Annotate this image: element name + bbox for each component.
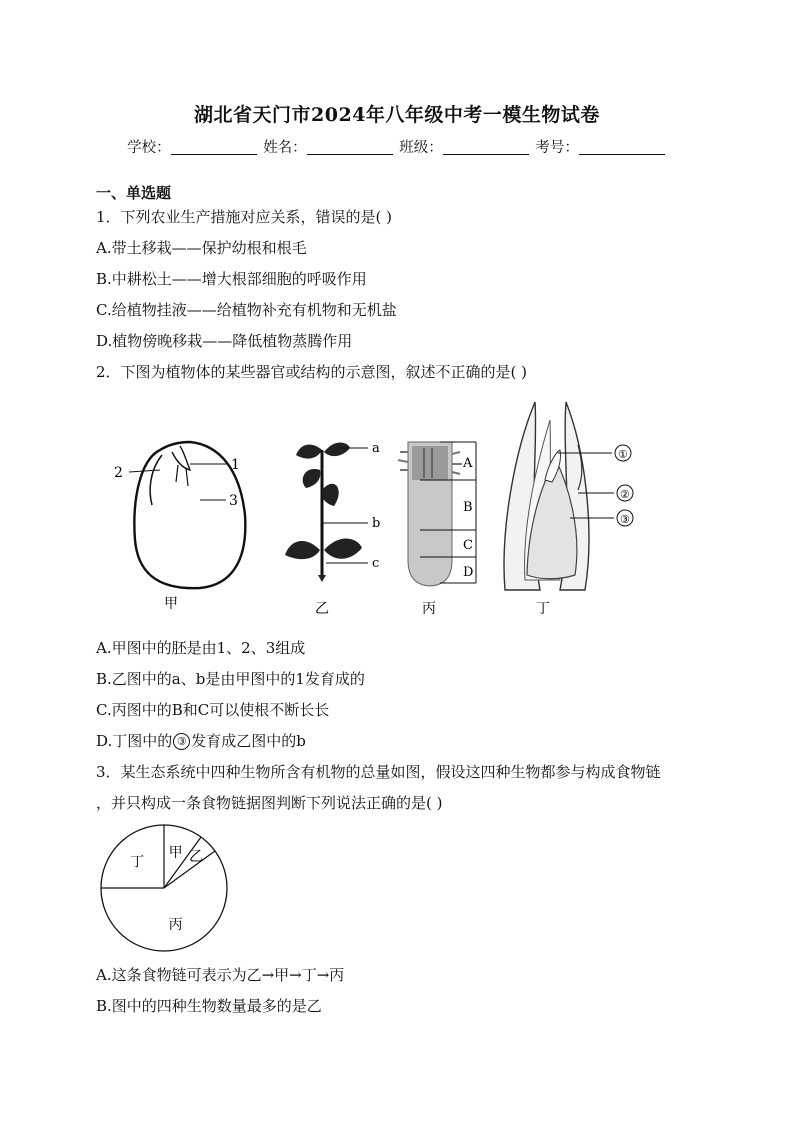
seed-diagram	[114, 442, 245, 612]
root-caption: 丙	[422, 601, 436, 617]
bud-caption: 丁	[536, 601, 550, 617]
q3-option-a: A.这条食物链可表示为乙→甲→丁→丙	[96, 966, 345, 984]
bud-label-2: ②	[620, 488, 630, 501]
q3-stem-line1: 3．某生态系统中四种生物所含有机物的总量如图，假设这四种生物都参与构成食物链	[96, 763, 661, 781]
bud-diagram	[504, 402, 633, 617]
q1-option-d: D.植物傍晚移栽——降低植物蒸腾作用	[96, 332, 353, 350]
seedling-label-a: a	[372, 441, 380, 456]
seedling-caption: 乙	[315, 601, 329, 617]
section-title: 一、单选题	[96, 184, 172, 202]
root-label-c: C	[463, 538, 473, 553]
bud-label-3: ③	[620, 513, 630, 526]
seedling-diagram	[285, 441, 380, 617]
pie-label-3: 丙	[168, 916, 183, 933]
name-label: 姓名：	[263, 140, 307, 156]
name-blank[interactable]	[307, 140, 393, 155]
q3-stem-line2: ，并只构成一条食物链据图判断下列说法正确的是( )	[96, 794, 443, 812]
root-label-b: B	[463, 500, 473, 515]
q1-stem: 1．下列农业生产措施对应关系，错误的是( )	[96, 208, 393, 226]
pie-label-4: 丁	[130, 854, 145, 871]
q2-option-c: C.丙图中的B和C可以使根不断长长	[96, 701, 330, 719]
q2-option-d-mark: ③	[173, 733, 190, 750]
seed-label-1: 1	[231, 457, 240, 473]
seedling-label-c: c	[372, 556, 380, 571]
q1-option-a: A.带土移栽——保护幼根和根毛	[96, 239, 307, 257]
school-blank[interactable]	[171, 140, 257, 155]
pie-label-1: 甲	[168, 845, 183, 862]
seedling-label-b: b	[372, 516, 381, 531]
q3-option-b: B.图中的四种生物数量最多的是乙	[96, 997, 322, 1015]
bud-label-1: ①	[618, 448, 628, 461]
exam-number-blank[interactable]	[579, 140, 665, 155]
class-blank[interactable]	[443, 140, 529, 155]
seed-caption: 甲	[164, 596, 178, 612]
root-tip-diagram	[398, 442, 476, 617]
pie-label-2: 乙	[189, 848, 204, 865]
seed-label-3: 3	[229, 493, 238, 509]
q2-option-d-after: 发育成乙图中的b	[191, 732, 306, 750]
q2-option-d-before: D.丁图中的	[96, 732, 173, 750]
exam-number-label: 考号：	[535, 140, 579, 156]
q2-option-a: A.甲图中的胚是由1、2、3组成	[96, 639, 306, 657]
q1-option-b: B.中耕松土——增大根部细胞的呼吸作用	[96, 270, 367, 288]
root-label-d: D	[463, 565, 474, 580]
school-label: 学校：	[127, 140, 171, 156]
class-label: 班级：	[399, 140, 443, 156]
q2-option-b: B.乙图中的a、b是由甲图中的1发育成的	[96, 670, 365, 688]
q3-pie-chart	[96, 822, 236, 954]
student-info-row	[0, 136, 794, 157]
seed-label-2: 2	[114, 465, 123, 481]
root-label-a: A	[463, 456, 473, 471]
q2-figure	[0, 390, 794, 625]
page-title: 湖北省天门市2024年八年级中考一模生物试卷	[194, 104, 600, 126]
q1-option-c: C.给植物挂液——给植物补充有机物和无机盐	[96, 301, 397, 319]
q2-stem: 2．下图为植物体的某些器官或结构的示意图，叙述不正确的是( )	[96, 363, 528, 381]
q2-option-d	[96, 730, 306, 751]
